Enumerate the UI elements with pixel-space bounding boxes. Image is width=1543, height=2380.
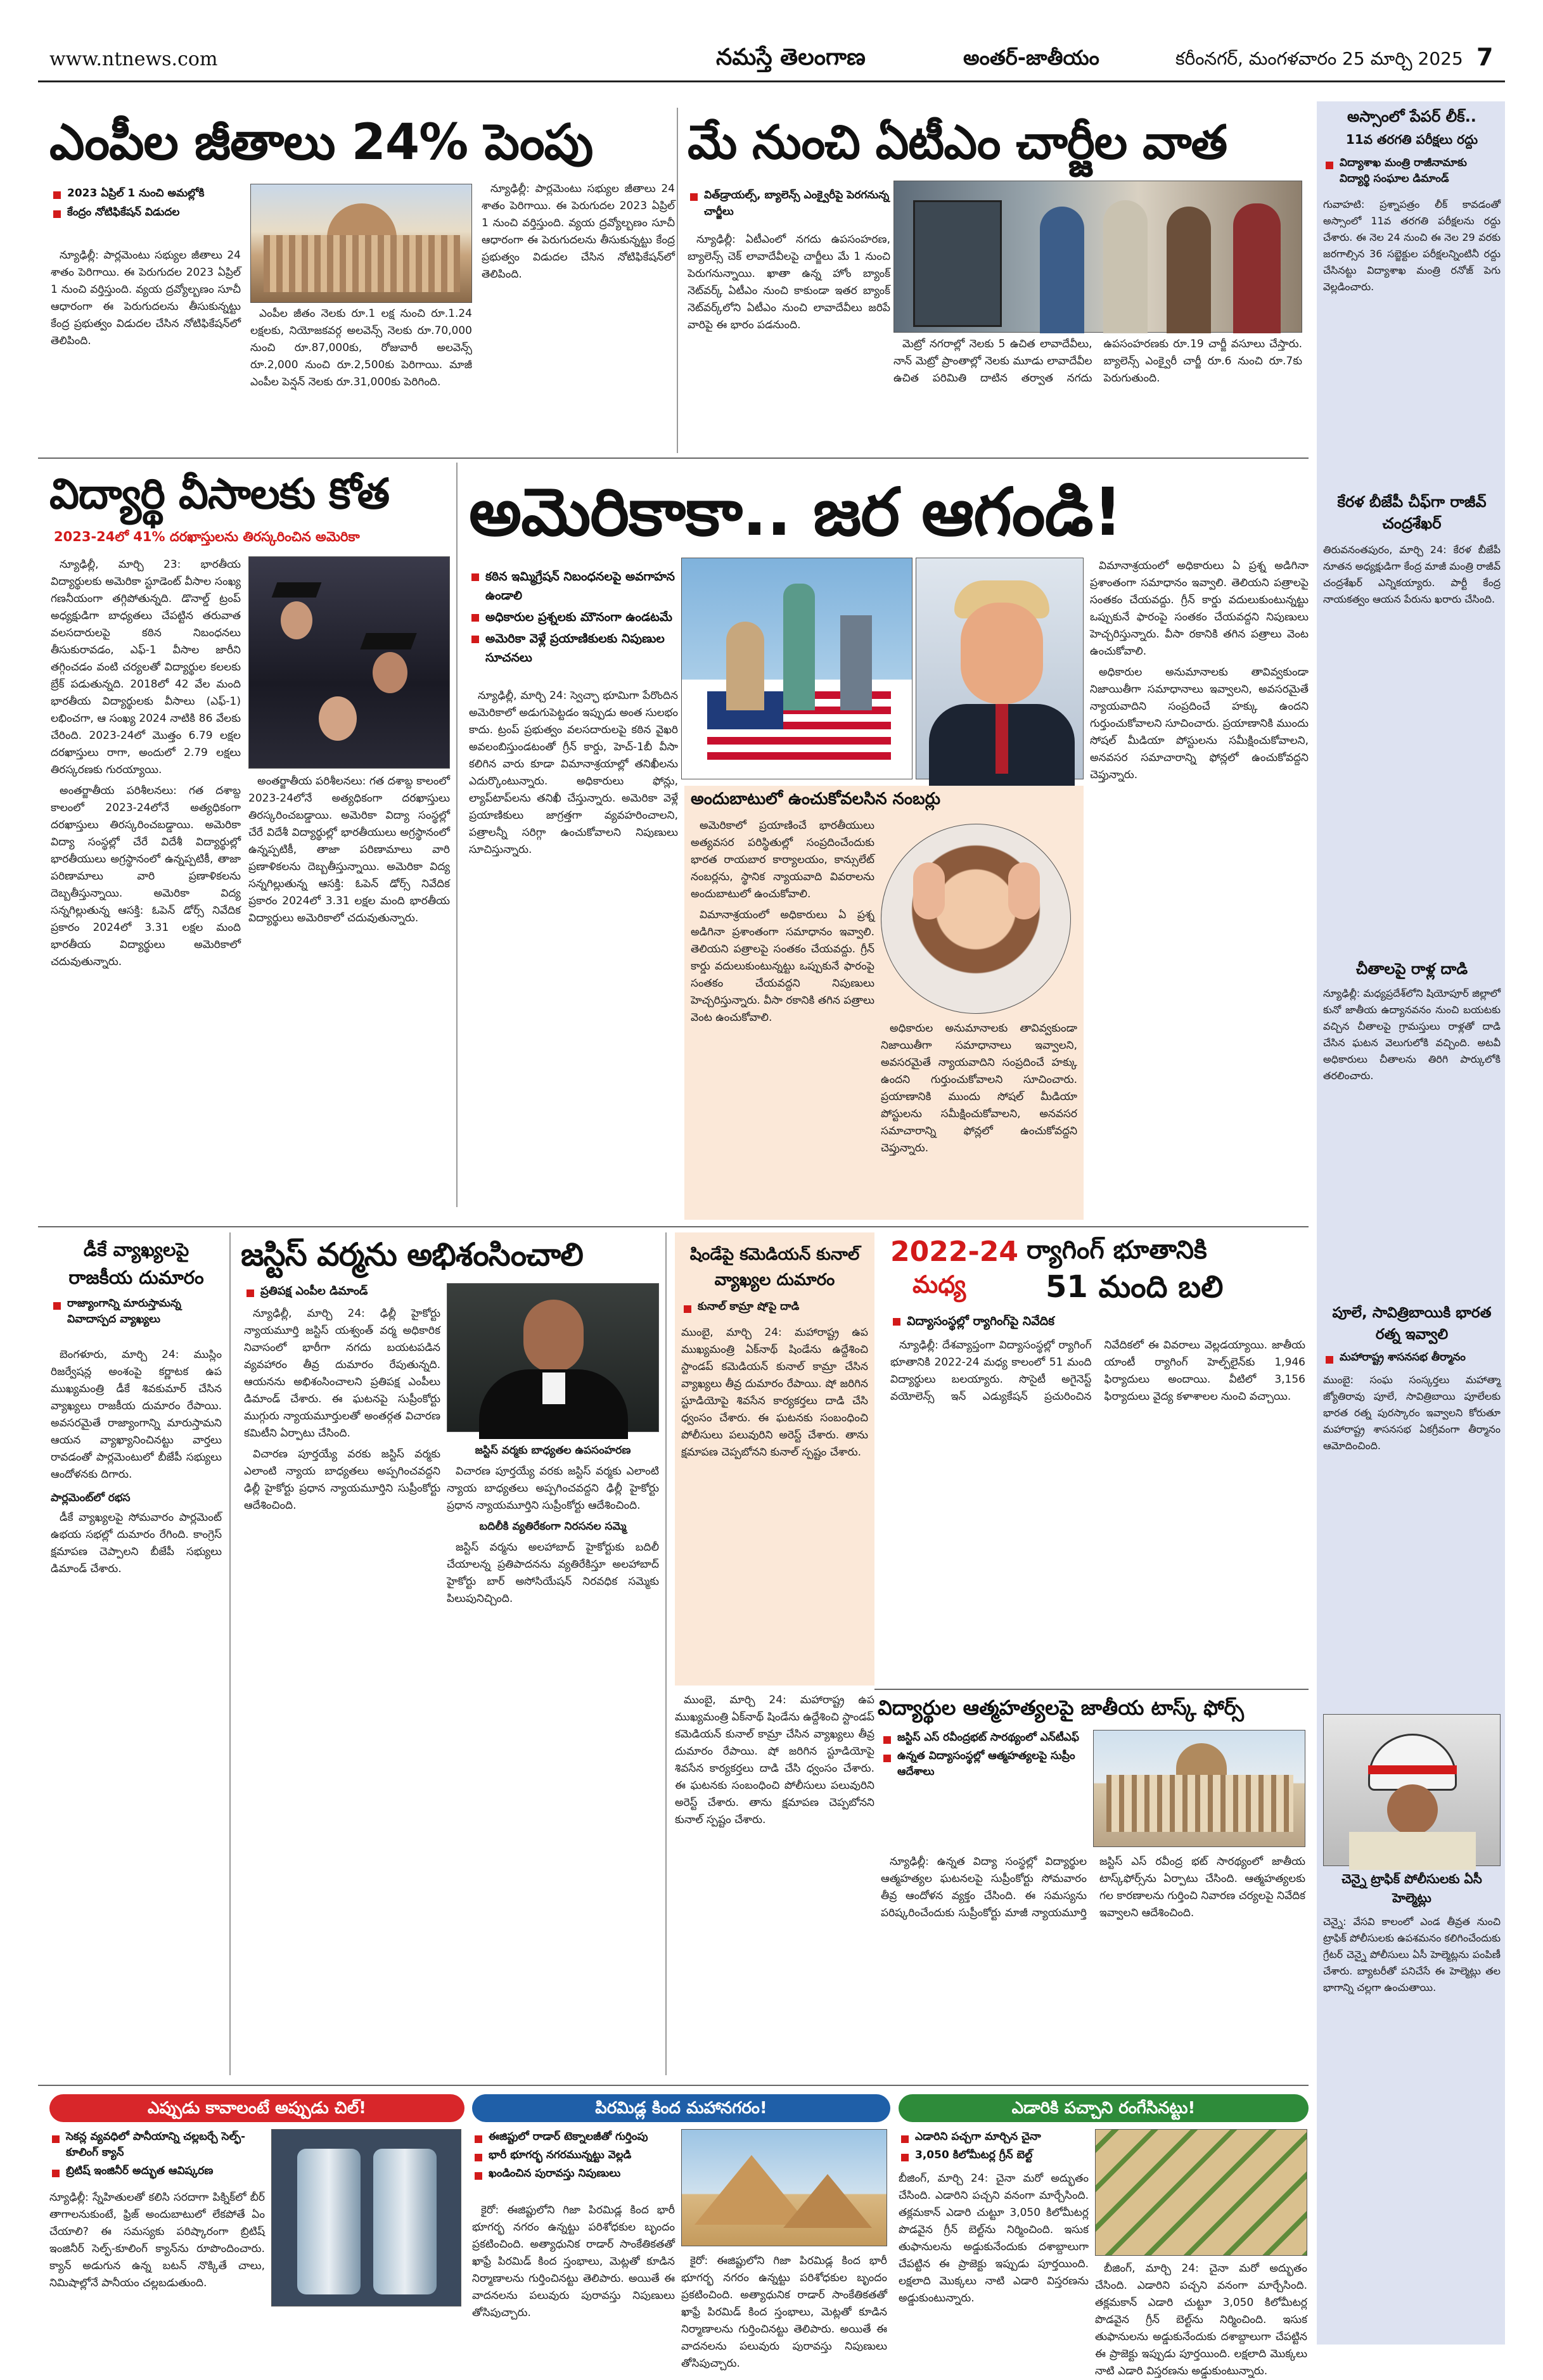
dk-body — [51, 1347, 222, 2078]
student-visa-para: అంతర్జాతీయ పరిశీలనలు: గత దశాబ్ద కాలంలో 2023-24లోనే అత్యధికంగా దరఖాస్తులు తిరస్కరించబడ్డాయి. అమెరికా విద్యా సంస్థల్లో చేరే విదేశీ విద్యార్థుల్లో భారతీయులు అగ్రస్థానంలో ఉన్నప్పటికీ, తాజా పరిణామాలు వారి ప్రణాళికలను దెబ్బతీస్తున్నాయి. అమెరికా విద్య సన్నగిల్లుతున్న ఆసక్తి: ఓపెన్ డోర్స్ నివేదిక ప్రకారం 2024లో 3.31 లక్షల మంది భారతీయ విద్యార్థులు అమెరికాలో చదువుతున్నారు. — [248, 775, 451, 924]
student-visa-body-1 — [51, 556, 241, 1206]
mp-salary-bullet: 2023 ఏప్రిల్ 1 నుంచి అమల్లోకి — [51, 185, 241, 202]
kunal-body: ముంబై, మార్చి 24: మహారాష్ట్ర ఉప ముఖ్యమంత్రి ఏక్‌నాథ్ షిండేను ఉద్దేశించి స్టాండప్ కమెడియన్ కునాల్ కామ్రా చేసిన వ్యాఖ్యలు తీవ్ర దుమారం రేపాయి. షో జరిగిన స్టూడియోపై శివసేన కార్యకర్తలు దాడి చేసి ధ్వంసం చేశారు. ఈ ఘటనకు సంబంధించి పోలీసులు పలువురిని అరెస్ట్ చేశారు. తాను క్షమాపణ చెప్పబోనని కునాల్ స్పష్టం చేశారు. — [681, 1326, 868, 1459]
column-rule — [456, 463, 458, 1207]
trump-photo — [916, 558, 1084, 779]
graduation-cap — [272, 582, 322, 598]
pyramids-bullet: ఖండించిన పురావస్తు నిపుణులు — [472, 2166, 675, 2182]
mp-salary-para: న్యూఢిల్లీ: పార్లమెంటు సభ్యుల జీతాలు 24 శాతం పెరిగాయి. ఈ పెరుగుదల 2023 ఏప్రిల్ 1 నుంచి వర్తిస్తుంది. వ్యయ ద్రవ్యోల్బణం సూచీ ఆధారంగా ఈ పెరుగుదలను తీసుకున్నట్టు కేంద్ర ప్రభుత్వం విడుదల చేసిన నోటిఫికేషన్‌లో తెలిపింది. — [482, 182, 675, 281]
mp-salary-para: ఎంపీల జీతం నెలకు రూ.1 లక్ష నుంచి రూ.1.24 లక్షలకు, నియోజకవర్గ అలవెన్స్ నెలకు రూ.70,000 నుంచి రూ.87,000కు, రోజువారీ అలవెన్స్ రూ.2,000 నుంచి రూ.2,500కు పెరిగాయి. మాజీ ఎంపీల పెన్షన్ నెలకు రూ.31,000కు పెరిగింది. — [250, 307, 472, 388]
green-desert-photo — [1095, 2129, 1307, 2256]
desert-box — [899, 2094, 1309, 2377]
chill-bullets — [49, 2129, 265, 2182]
pyramid — [783, 2174, 872, 2228]
court-facade — [1106, 1775, 1293, 1832]
chill-box-title: ఎప్పుడు కావాలంటే అప్పుడు చిల్! — [49, 2094, 464, 2122]
mp-salary-bullet: కేంద్రం నోటిఫికేషన్ విడుదల — [51, 204, 241, 221]
pyramids-para: కైరో: ఈజిప్టులోని గిజా పిరమిడ్ల కింద భారీ భూగర్భ నగరం ఉన్నట్టు పరిశోధకుల బృందం ప్రకటించింది. అత్యాధునిక రాడార్ సాంకేతికతతో ఖాఫ్రే పిరమిడ్ కింద స్తంభాలు, మెట్లతో కూడిన నిర్మాణాలను గుర్తించినట్టు తెలిపారు. అయితే ఈ వాదనలను పలువురు పురావస్తు నిపుణులు తోసిపుచ్చారు. — [681, 2255, 887, 2370]
stone-attack-body: న్యూఢిల్లీ: మధ్యప్రదేశ్‌లోని షియోపూర్ జిల్లాలో కునో జాతీయ ఉద్యానవనం నుంచి బయటకు వచ్చిన చీతాలపై గ్రామస్తులు రాళ్లతో దాడి చేసిన ఘటన వెలుగులోకి వచ్చింది. అటవీ అధికారులు చీతాలను తిరిగి పార్కులోకి తరలించారు. — [1323, 987, 1501, 1082]
numbers-para: అమెరికాలో ప్రయాణించే భారతీయులు అత్యవసర పరిస్థితుల్లో సంప్రదించేందుకు భారత రాయబార కార్యాలయం, కాన్సులేట్ నంబర్లను, స్థానిక న్యాయవాది వివరాలను అందుబాటులో ఉంచుకోవాలి. — [691, 819, 874, 900]
face — [1387, 1784, 1438, 1835]
dk-bullet: రాజ్యాంగాన్ని మారుస్తామన్న వివాదాస్పద వ్యాఖ్యలు — [51, 1296, 222, 1328]
section-rule — [38, 2085, 1309, 2086]
section-label: అంతర్-జాతీయం — [963, 46, 1099, 70]
graduate-face — [281, 601, 312, 639]
page-number: 7 — [1476, 43, 1494, 71]
america-para: విమానాశ్రయంలో అధికారులు ఏ ప్రశ్న అడిగినా ప్రశాంతంగా సమాధానం ఇవ్వాలి. తెలియని పత్రాలపై సంతకం చేయవద్దు. గ్రీన్ కార్డు వదులుకుంటున్నట్టు ఒప్పుకునే ఫారంపై సంతకం చేయవద్దని నిపుణులు హెచ్చరిస్తున్నారు. వీసా రకానికి తగిన పత్రాలు వెంట ఉంచుకోవాలి. — [1090, 560, 1309, 658]
desert-bullet: ఎడారిని పచ్చగా మార్చిన చైనా — [899, 2129, 1089, 2145]
ragging-bullet: విద్యాసంస్థల్లో ర్యాగింగ్‌పై నివేదిక — [890, 1312, 1296, 1331]
bharat-ratna-body: ముంబై: సంఘ సంస్కర్తలు మహాత్మా జ్యోతిరావు పూలే, సావిత్రిబాయి పూలేలకు భారత రత్న పురస్కారం ఇవ్వాలని కోరుతూ మహారాష్ట్ర శాసనసభ ఏకగ్రీవంగా తీర్మానం ఆమోదించింది. — [1323, 1374, 1501, 1452]
mp-salary-body-3 — [482, 181, 675, 450]
kerala-bjp-headline: కేరళ బీజేపీ చీఫ్‌గా రాజీవ్ చంద్రశేఖర్ — [1337, 493, 1487, 532]
justice-varma-para: జస్టిస్ వర్మను అలహాబాద్ హైకోర్టుకు బదిలీ చేయాలన్న ప్రతిపాదనను వ్యతిరేకిస్తూ అలహాబాద్ హైకోర్టు బార్ అసోసియేషన్ నిరవధిక సమ్మెకు పిలుపునిచ్చింది. — [447, 1541, 659, 1605]
face — [961, 603, 1043, 704]
statue-silhouette — [783, 584, 815, 710]
student-visa-para: అంతర్జాతీయ పరిశీలనలు: గత దశాబ్ద కాలంలో 2023-24లోనే అత్యధికంగా దరఖాస్తులు తిరస్కరించబడ్డాయి. అమెరికా విద్యా సంస్థల్లో చేరే విదేశీ విద్యార్థుల్లో భారతీయులు అగ్రస్థానంలో ఉన్నప్పటికీ, తాజా పరిణామాలు వారి ప్రణాళికలను దెబ్బతీస్తున్నాయి. అమెరికా విద్య సన్నగిల్లుతున్న ఆసక్తి: ఓపెన్ డోర్స్ నివేదిక ప్రకారం 2024లో 3.31 లక్షల మంది భారతీయ విద్యార్థులు అమెరికాలో చదువుతున్నారు. — [51, 784, 241, 968]
hand — [913, 862, 945, 919]
parliament-building-photo — [250, 184, 472, 303]
section-rule — [38, 1226, 1309, 1227]
paper-leak-subhead: 11వ తరగతి పరీక్షలు రద్దు — [1345, 132, 1478, 147]
task-force-bullets — [881, 1730, 1084, 1782]
task-force-body-2 — [881, 1853, 1305, 2075]
america-bullets — [469, 567, 678, 670]
ragging-body — [890, 1337, 1305, 1686]
ac-helmet-police-photo — [1323, 1714, 1501, 1866]
chill-bullet: బ్రిటిష్ ఇంజినీర్ అద్భుత ఆవిష్కరణ — [49, 2163, 265, 2179]
task-force-bullet: ఉన్నత విద్యాసంస్థల్లో ఆత్మహత్యలపై సుప్రీం ఆదేశాలు — [881, 1748, 1084, 1780]
paper-leak-headline: అస్సాంలో పేపర్ లీక్.. — [1347, 108, 1476, 125]
stone-attack-headline: చీతాలపై రాళ్ల దాడి — [1355, 960, 1468, 978]
parliament-facade — [264, 235, 460, 292]
desert-bullet: 3,050 కిలోమీటర్ల గ్రీన్ బెల్ట్ — [899, 2147, 1089, 2163]
column-rule — [665, 1232, 667, 2075]
justice-varma-subhead: జస్టిస్ వర్మకు బాధ్యతల ఉపసంహరణ — [475, 1444, 631, 1457]
desert-bullets — [899, 2129, 1089, 2166]
pyramids-photo — [681, 2129, 887, 2246]
bharat-ratna-bullet: మహారాష్ట్ర శాసనసభ తీర్మానం — [1323, 1350, 1501, 1366]
cooling-cans-photo — [271, 2129, 461, 2306]
student-visa-subhead: 2023-24లో 41% దరఖాస్తులను తిరస్కరించిన అమెరికా — [54, 529, 360, 544]
uniform — [1349, 1832, 1476, 1870]
justice-varma-bullet: ప్రతిపక్ష ఎంపీల డిమాండ్ — [244, 1283, 434, 1300]
chennai-police-caption: చెన్నై ట్రాఫిక్ పోలీసులకు ఏసీ హెల్మెట్లు — [1341, 1871, 1482, 1905]
america-para: అధికారుల అనుమానాలకు తావివ్వకుండా నిజాయితీగా సమాధానాలు ఇవ్వాలని, అవసరమైతే న్యాయవాదిని సంప్రదించే హక్కు ఉందని గుర్తుంచుకోవాలని సూచించారు. ప్రయాణానికి ముందు సోషల్ మీడియా పోస్టులను సమీక్షించుకోవాలని, అనవసర సమాచారాన్ని ఫోన్లలో ఉంచుకోవద్దని చెప్తున్నారు. — [1090, 666, 1309, 781]
justice-varma-bullets — [244, 1283, 434, 1302]
paper-name: నమస్తే తెలంగాణ — [716, 44, 866, 70]
judge-portrait-photo — [447, 1283, 659, 1432]
task-force-bullet: జస్టిస్ ఎస్ రవీంద్రభట్ సారథ్యంలో ఎన్‌టీఎఫ్ — [881, 1730, 1084, 1746]
desert-box-title: ఎడారికి పచ్చాని రంగేసినట్టు! — [899, 2094, 1309, 2122]
graduate-face — [373, 652, 407, 693]
bharat-ratna-headline: పూలే, సావిత్రిబాయికి భారత రత్న ఇవ్వాలి — [1332, 1305, 1492, 1343]
section-rule — [874, 1689, 1309, 1690]
justice-varma-para: న్యూఢిల్లీ, మార్చి 24: ఢిల్లీ హైకోర్టు న్యాయమూర్తి జస్టిస్ యశ్వంత్ వర్మ అధికారిక నివాసంలో భారీగా నగదు బయటపడిన వ్యవహారం తీవ్ర దుమారం రేపుతున్నది. ఆయనను అభిశంసించాలని ప్రతిపక్ష ఎంపీలు డిమాండ్ చేశారు. ఈ ఘటనపై సుప్రీంకోర్టు ముగ్గురు న్యాయమూర్తులతో అంతర్గత విచారణ కమిటీని ఏర్పాటు చేసింది. — [244, 1307, 440, 1440]
worried-woman-photo — [881, 824, 1071, 1014]
helmet-stripe — [1368, 1765, 1457, 1774]
kunal-headline: షిండేపై కమెడియన్ కునాల్ వ్యాఖ్యల దుమారం — [689, 1245, 860, 1289]
dateline: కరీంనగర్, మంగళవారం 25 మార్చి 2025 — [1175, 48, 1463, 69]
kunal-bullet: కునాల్ కామ్రా షోపై దాడి — [681, 1299, 868, 1315]
kerala-bjp-body: తిరువనంతపురం, మార్చి 24: కేరళ బీజేపీ నూతన అధ్యక్షుడిగా కేంద్ర మాజీ మంత్రి రాజీవ్ చంద్రశేఖర్ ఎన్నికయ్యారు. పార్టీ కేంద్ర నాయకత్వం ఆయన పేరును ఖరారు చేసింది. — [1323, 544, 1501, 605]
atm-body-2 — [893, 336, 1302, 453]
column-rule — [229, 1232, 231, 2075]
america-body-1 — [469, 688, 678, 1220]
chill-body: న్యూఢిల్లీ: స్నేహితులతో కలిసి సరదాగా పిక్నిక్‌లో బీర్ తాగాలనుకుంటే, ఫ్రిజ్ అందుబాటులో లేకపోతే ఏం చేయాలి? ఈ సమస్యకు పరిష్కారంగా బ్రిటిష్ ఇంజినీర్ సెల్ఫ్-కూలింగ్ క్యాన్‌ను రూపొందించారు. క్యాన్ అడుగున ఉన్న బటన్ నొక్కితే చాలు, నిమిషాల్లోనే పానీయం చల్లబడుతుంది. — [49, 2191, 265, 2289]
can — [297, 2149, 361, 2294]
justice-varma-body-2 — [447, 1438, 659, 2075]
pyramids-para: కైరో: ఈజిప్టులోని గిజా పిరమిడ్ల కింద భారీ భూగర్భ నగరం ఉన్నట్టు పరిశోధకుల బృందం ప్రకటించింది. అత్యాధునిక రాడార్ సాంకేతికతతో ఖాఫ్రే పిరమిడ్ కింద స్తంభాలు, మెట్లతో కూడిన నిర్మాణాలను గుర్తించినట్టు తెలిపారు. అయితే ఈ వాదనలను పలువురు పురావస్తు నిపుణులు తోసిపుచ్చారు. — [472, 2204, 675, 2319]
atm-bullets — [688, 187, 890, 222]
section-rule — [38, 457, 1309, 459]
masthead — [38, 38, 1505, 82]
hand — [1008, 862, 1040, 919]
task-force-body-1 — [675, 1692, 874, 2075]
mp-salary-body-1 — [51, 247, 241, 450]
person-silhouette — [1233, 203, 1281, 333]
task-force-para: ముంబై, మార్చి 24: మహారాష్ట్ర ఉప ముఖ్యమంత్రి ఏక్‌నాథ్ షిండేను ఉద్దేశించి స్టాండప్ కమెడియన్ కునాల్ కామ్రా చేసిన వ్యాఖ్యలు తీవ్ర దుమారం రేపాయి. షో జరిగిన స్టూడియోపై శివసేన కార్యకర్తలు దాడి చేసి ధ్వంసం చేశారు. ఈ ఘటనకు సంబంధించి పోలీసులు పలువురిని అరెస్ట్ చేశారు. తాను క్షమాపణ చెప్పబోనని కునాల్ స్పష్టం చేశారు. — [675, 1694, 874, 1826]
column-rule — [677, 108, 678, 453]
dk-para: బెంగళూరు, మార్చి 24: ముస్లిం రిజర్వేషన్ల అంశంపై కర్ణాటక ఉప ముఖ్యమంత్రి డీకే శివకుమార్ చేసిన వ్యాఖ్యలు రాజకీయ దుమారం రేపాయి. అవసరమైతే రాజ్యాంగాన్ని మారుస్తామని ఆయన వ్యాఖ్యానించినట్టు వార్తలు రావడంతో పార్లమెంటులో బీజేపీ సభ్యులు ఆందోళనకు దిగారు. — [51, 1348, 222, 1481]
paper-leak-bullets — [1323, 155, 1501, 189]
mp-salary-headline: ఎంపీల జీతాలు 24% పెంపు — [49, 114, 593, 171]
graduates-photo — [248, 556, 450, 769]
tie — [996, 704, 1008, 774]
ragging-years-sub: మధ్య — [912, 1270, 966, 1298]
chill-bullet: సెకన్ల వ్యవధిలో పానీయాన్ని చల్లబర్చే సెల్ఫ్-కూలింగ్ క్యాన్ — [49, 2129, 265, 2161]
mp-salary-para: న్యూఢిల్లీ: పార్లమెంటు సభ్యుల జీతాలు 24 శాతం పెరిగాయి. ఈ పెరుగుదల 2023 ఏప్రిల్ 1 నుంచి వర్తిస్తుంది. వ్యయ ద్రవ్యోల్బణం సూచీ ఆధారంగా ఈ పెరుగుదలను తీసుకున్నట్టు కేంద్ర ప్రభుత్వం విడుదల చేసిన నోటిఫికేషన్‌లో తెలిపింది. — [51, 249, 241, 347]
collar — [542, 1372, 565, 1404]
desert-body-2 — [1095, 2260, 1307, 2377]
numbers-box-title: అందుబాటులో ఉంచుకోవలసిన నంబర్లు — [691, 790, 941, 809]
justice-varma-body-1 — [244, 1305, 440, 2075]
justice-varma-subhead: బదిలీకి వ్యతిరేకంగా నిరసనల సమ్మె — [479, 1520, 627, 1533]
court-dome — [1176, 1743, 1227, 1775]
america-headline: అమెరికాకా.. జర ఆగండి! — [469, 473, 1122, 551]
dk-subhead: పార్లమెంట్‌లో రభస — [51, 1492, 131, 1504]
numbers-box-text-2 — [881, 1020, 1077, 1210]
helmet — [1368, 1734, 1457, 1791]
dk-bullets — [51, 1296, 222, 1330]
atm-queue-photo — [893, 181, 1302, 333]
paper-leak-body: గువాహటి: ప్రశ్నాపత్రం లీక్ కావడంతో అస్సాంలో 11వ తరగతి పరీక్షలను రద్దు చేశారు. ఈ నెల 24 నుంచి ఈ నెల 29 వరకు జరగాల్సిన 36 సబ్జెక్టుల పరీక్షలన్నింటినీ రద్దు చేసినట్టు విద్యాశాఖ మంత్రి రనోజ్ పెగు వెల్లడించారు. — [1323, 198, 1501, 293]
justice-varma-para: విచారణ పూర్తయ్యే వరకు జస్టిస్ వర్మకు ఎలాంటి న్యాయ బాధ్యతలు అప్పగించవద్దని ఢిల్లీ హైకోర్టు ప్రధాన న్యాయమూర్తిని సుప్రీంకోర్టు ఆదేశించింది. — [244, 1448, 440, 1512]
justice-varma-para: విచారణ పూర్తయ్యే వరకు జస్టిస్ వర్మకు ఎలాంటి న్యాయ బాధ్యతలు అప్పగించవద్దని ఢిల్లీ హైకోర్టు ప్రధాన న్యాయమూర్తిని సుప్రీంకోర్టు ఆదేశించింది. — [447, 1465, 659, 1512]
pyramids-box — [472, 2094, 890, 2370]
pyramids-body — [472, 2202, 675, 2341]
pyramids-bullet: భారీ భూగర్భ నగరమున్నట్టు వెల్లడి — [472, 2147, 675, 2163]
pyramids-bullets — [472, 2129, 675, 2184]
america-side-text — [1090, 558, 1309, 1220]
justice-varma-headline: జస్టిస్ వర్మను అభిశంసించాలి — [241, 1236, 583, 1273]
graduation-cap — [360, 633, 416, 649]
america-bullet: అమెరికా వెళ్లే ప్రయాణికులకు నిపుణుల సూచనలు — [469, 629, 678, 667]
statue-of-liberty-collage — [681, 558, 912, 779]
numbers-box — [684, 786, 1084, 1220]
atm-headline: మే నుంచి ఏటీఎం చార్జీల వాత — [688, 115, 1227, 170]
dk-para: డీకే వ్యాఖ్యలపై సోమవారం పార్లమెంట్ ఉభయ సభల్లో దుమారం రేగింది. కాంగ్రెస్ క్షమాపణ చెప్పాలని బీజేపీ సభ్యులు డిమాండ్ చేశారు. — [51, 1511, 222, 1575]
atm-para: న్యూఢిల్లీ: ఏటీఎంలో నగదు ఉపసంహరణ, బ్యాలెన్స్ చెక్ లావాదేవీలపై చార్జీలు మే 1 నుంచి పెరుగనున్నాయి. ఖాతా ఉన్న హోం బ్యాంక్ నెట్‌వర్క్ ఏటీఎం నుంచి కాకుండా ఇతర బ్యాంక్ నెట్‌వర్క్‌లోని ఏటీఎం నుంచి లావాదేవీలు జరిపే వారిపై ఈ భారం పడనుంది. — [688, 233, 890, 331]
america-para: న్యూఢిల్లీ, మార్చి 24: స్వెచ్ఛా భూమిగా పేరొందిన అమెరికాలో అడుగుపెట్టడం ఇప్పుడు అంత సులభం కాదు. ట్రంప్ ప్రభుత్వం వలసదారులపై కఠిన వైఖరి అవలంబిస్తుండటంతో గ్రీన్ కార్డు, హెచ్-1బీ వీసా కలిగిన వారు కూడా విమానాశ్రయాల్లో తనిఖీలను ఎదుర్కొంటున్నారు. అధికారులు ఫోన్లు, ల్యాప్‌టాప్‌లను తనిఖీ చేస్తున్నారు. అమెరికా వెళ్లే ప్రయాణికులు జాగ్రత్తగా వ్యవహరించాలని, పత్రాలన్నీ సరిగ్గా ఉంచుకోవాలని నిపుణులు సూచిస్తున్నారు. — [469, 689, 678, 856]
desert-body: బీజింగ్, మార్చి 24: చైనా మరో అద్భుతం చేసింది. ఎడారిని పచ్చని వనంగా మార్చేసింది. తక్లమకాన్ ఎడారి చుట్టూ 3,050 కిలోమీటర్ల పొడవైన గ్రీన్ బెల్ట్‌ను నిర్మించింది. ఇసుక తుఫానులను అడ్డుకునేందుకు దశాబ్దాలుగా చేపట్టిన ఈ ప్రాజెక్టు ఇప్పుడు పూర్తయింది. లక్షలాది మొక్కలు నాటి ఎడారి విస్తరణను అడ్డుకుంటున్నారు. — [899, 2172, 1089, 2305]
person-silhouette — [1167, 207, 1211, 333]
website-url[interactable]: www.ntnews.com — [49, 48, 218, 70]
mp-salary-bullets — [51, 185, 241, 223]
student-visa-para: న్యూఢిల్లీ, మార్చి 23: భారతీయ విద్యార్థులకు అమెరికా స్టూడెంట్ వీసాల సంఖ్య గణనీయంగా తగ్గిపోతున్నది. డొనాల్డ్ ట్రంప్ అధ్యక్షుడిగా బాధ్యతలు చేపట్టిన తరువాత వలసదారులపై కఠిన నిబంధనలు తీసుకురావడం, ఎఫ్-1 వీసాల జారీని తగ్గించడం వంటి చర్యలతో విద్యార్థుల కలలకు బ్రేక్ పడుతున్నది. 2018లో 42 వేల మంది భారతీయ విద్యార్థులకు వీసాలు (ఎఫ్-1) లభించగా, ఆ సంఖ్య 2024 నాటికి 86 వేలకు చేరింది. 2023-24లో మొత్తం 6.79 లక్షల దరఖాస్తులు రాగా, అందులో 2.79 లక్షలు తిరస్కరణకు గురయ్యాయి. — [51, 558, 241, 776]
atm-body-1 — [688, 231, 890, 453]
numbers-box-text — [691, 817, 874, 1210]
student-visa-body-2 — [248, 773, 450, 1206]
paper-leak-bullet: విద్యాశాఖ మంత్రి రాజీనామాకు విద్యార్థి సంఘాల డిమాండ్ — [1323, 155, 1501, 187]
desert-para: బీజింగ్, మార్చి 24: చైనా మరో అద్భుతం చేసింది. ఎడారిని పచ్చని వనంగా మార్చేసింది. తక్లమకాన్ ఎడారి చుట్టూ 3,050 కిలోమీటర్ల పొడవైన గ్రీన్ బెల్ట్‌ను నిర్మించింది. ఇసుక తుఫానులను అడ్డుకునేందుకు దశాబ్దాలుగా చేపట్టిన ఈ ప్రాజెక్టు ఇప్పుడు పూర్తయింది. లక్షలాది మొక్కలు నాటి ఎడారి విస్తరణను అడ్డుకుంటున్నారు. — [1095, 2262, 1307, 2377]
atm-machine — [913, 200, 1002, 327]
building-silhouette — [726, 622, 764, 710]
dk-headline: డీకే వ్యాఖ్యలపై రాజకీయ దుమారం — [68, 1239, 204, 1288]
supreme-court-photo — [1093, 1730, 1305, 1847]
ragging-headline-2: 51 మంది బలి — [1046, 1269, 1224, 1305]
can — [373, 2149, 437, 2294]
numbers-para: విమానాశ్రయంలో అధికారులు ఏ ప్రశ్న అడిగినా ప్రశాంతంగా సమాధానం ఇవ్వాలి. తెలియని పత్రాలపై సంతకం చేయవద్దు. గ్రీన్ కార్డు వదులుకుంటున్నట్టు ఒప్పుకునే ఫారంపై సంతకం చేయవద్దని నిపుణులు హెచ్చరిస్తున్నారు. వీసా రకానికి తగిన పత్రాలు వెంట ఉంచుకోవాలి. — [691, 909, 874, 1024]
chill-box — [49, 2094, 464, 2341]
person-silhouette — [1040, 207, 1084, 333]
graduate-face — [319, 696, 357, 741]
pyramids-bullet: ఈజిప్టులో రాడార్ టెక్నాలజీతో గుర్తింపు — [472, 2129, 675, 2145]
ragging-years: 2022-24 — [890, 1236, 1018, 1268]
chennai-police-body: చెన్నై: వేసవి కాలంలో ఎండ తీవ్రత నుంచి ట్రాఫిక్ పోలీసులకు ఉపశమనం కలిగించేందుకు గ్రేటర్ చెన్నై పోలీసులు ఏసీ హెల్మెట్లను పంపిణీ చేశారు. బ్యాటరీతో పనిచేసే ఈ హెల్మెట్లు తల భాగాన్ని చల్లగా ఉంచుతాయి. — [1323, 1916, 1501, 1993]
task-force-headline: విద్యార్థుల ఆత్మహత్యలపై జాతీయ టాస్క్ ఫోర్స్ — [878, 1696, 1244, 1720]
person-silhouette — [1103, 200, 1148, 333]
student-visa-headline: విద్యార్థి వీసాలకు కోత — [49, 470, 390, 518]
mp-salary-body-2 — [250, 305, 472, 450]
america-bullet: కఠిన ఇమ్మిగ్రేషన్ నిబంధనలపై అవగాహన ఉండాలి — [469, 567, 678, 605]
face — [523, 1300, 584, 1372]
pyramids-body-2 — [681, 2253, 887, 2370]
atm-bullet: విత్‌డ్రాయల్స్, బ్యాలెన్స్ ఎంక్వైరీపై పెరగనున్న చార్జీలు — [688, 187, 890, 220]
ragging-headline-1: ర్యాగింగ్ భూతానికి — [1027, 1236, 1207, 1265]
america-bullet: అధికారుల ప్రశ్నలకు మౌనంగా ఉండటమే — [469, 608, 678, 627]
ragging-para: న్యూఢిల్లీ: దేశవ్యాప్తంగా విద్యాసంస్థల్లో ర్యాగింగ్ భూతానికి 2022-24 మధ్య కాలంలో 51 మంది విద్యార్థులు బలయ్యారు. సొసైటీ అగైనెస్ట్ వయోలెన్స్ ఇన్ ఎడ్యుకేషన్ ప్రచురించిన నివేదికలో ఈ వివరాలు వెల్లడయ్యాయి. జాతీయ యాంటీ ర్యాగింగ్ హెల్ప్‌లైన్‌కు 1,946 ఫిర్యాదులు అందాయి. వీటిలో 3,156 ఫిర్యాదులు వైద్య కళాశాలల నుంచి వచ్చాయి. — [890, 1339, 1305, 1403]
bharat-ratna-bullets — [1323, 1350, 1501, 1368]
kunal-bullets — [681, 1299, 868, 1317]
ragging-bullets — [890, 1312, 1296, 1333]
atm-para: మెట్రో నగరాల్లో నెలకు 5 ఉచిత లావాదేవీలు, నాన్ మెట్రో ప్రాంతాల్లో నెలకు మూడు లావాదేవీల ఉచిత పరిమితి దాటిన తర్వాత నగదు ఉపసంహరణకు రూ.19 చార్జీ వసూలు చేస్తారు. బ్యాలెన్స్ ఎంక్వైరీ చార్జీ రూ.6 నుంచి రూ.7కు పెరుగుతుంది. — [893, 338, 1302, 385]
numbers-para: అధికారుల అనుమానాలకు తావివ్వకుండా నిజాయితీగా సమాధానాలు ఇవ్వాలని, అవసరమైతే న్యాయవాదిని సంప్రదించే హక్కు ఉందని గుర్తుంచుకోవాలని సూచించారు. ప్రయాణానికి ముందు సోషల్ మీడియా పోస్టులను సమీక్షించుకోవాలని, అనవసర సమాచారాన్ని ఫోన్లలో ఉంచుకోవద్దని చెప్తున్నారు. — [881, 1022, 1077, 1155]
building-silhouette — [840, 615, 872, 710]
task-force-para: న్యూఢిల్లీ: ఉన్నత విద్యా సంస్థల్లో విద్యార్థుల ఆత్మహత్యల ఘటనలపై సుప్రీంకోర్టు సోమవారం తీవ్ర ఆందోళన వ్యక్తం చేసింది. ఈ సమస్యను పరిష్కరించేందుకు సుప్రీంకోర్టు మాజీ న్యాయమూర్తి జస్టిస్ ఎస్ రవీంద్ర భట్ సారథ్యంలో జాతీయ టాస్క్‌ఫోర్స్‌ను ఏర్పాటు చేసింది. ఆత్మహత్యలకు గల కారణాలను గుర్తించి నివారణ చర్యలపై నివేదిక ఇవ్వాలని ఆదేశించింది. — [881, 1855, 1305, 1919]
pyramids-box-title: పిరమిడ్ల కింద మహానగరం! — [472, 2094, 890, 2122]
